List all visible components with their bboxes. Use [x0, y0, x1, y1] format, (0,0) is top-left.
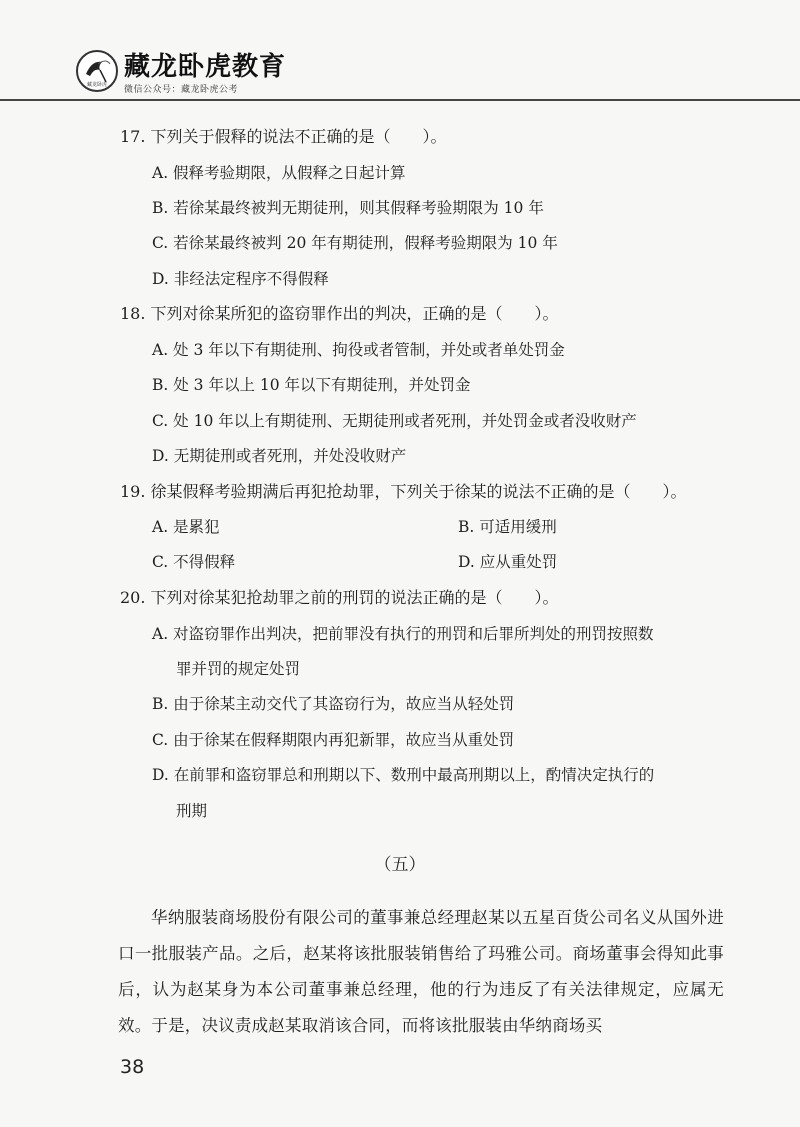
- question-20-stem: 20. 下列对徐某犯抢劫罪之前的刑罚的说法正确的是（ ）。: [120, 588, 559, 607]
- question-20-option-a: A. 对盗窃罪作出判决，把前罪没有执行的刑罚和后罪所判处的刑罚按照数: [152, 625, 654, 643]
- question-18-option-b: B. 处 3 年以上 10 年以下有期徒刑，并处罚金: [152, 376, 471, 394]
- brand-subtitle: 微信公众号：藏龙卧虎公考: [124, 85, 239, 95]
- question-17-option-c: C. 若徐某最终被判 20 年有期徒刑，假释考验期限为 10 年: [152, 234, 558, 252]
- page-header: [0, 0, 800, 100]
- question-19-option-d: D. 应从重处罚: [458, 553, 558, 571]
- question-19-option-b: B. 可适用缓刑: [458, 518, 557, 536]
- brand-title: 藏龙卧虎教育: [124, 52, 287, 82]
- question-18-option-c: C. 处 10 年以上有期徒刑、无期徒刑或者死刑，并处罚金或者没收财产: [152, 412, 637, 430]
- question-17-option-a: A. 假释考验期限，从假释之日起计算: [152, 164, 406, 182]
- question-17-option-d: D. 非经法定程序不得假释: [152, 270, 329, 288]
- header-divider: [0, 99, 800, 101]
- question-17-option-b: B. 若徐某最终被判无期徒刑，则其假释考验期限为 10 年: [152, 199, 544, 217]
- question-20-option-d: D. 在前罪和盗窃罪总和刑期以下、数刑中最高刑期以上，酌情决定执行的: [152, 766, 655, 784]
- question-19-stem: 19. 徐某假释考验期满后再犯抢劫罪，下列关于徐某的说法不正确的是（ ）。: [120, 482, 687, 501]
- question-19-option-c: C. 不得假释: [152, 553, 236, 571]
- section-title: （五）: [374, 855, 426, 875]
- case-paragraph: 华纳服装商场股份有限公司的董事兼总经理赵某以五星百货公司名义从国外进口一批服装产品。之后，赵某将该批服装销售给了玛雅公司。商场董事会得知此事后，认为赵某身为本公司董事兼总经理，他的行为违反了有关法律规定，应属无效。于是，决议责成赵某取消该合同，而将该批服装由华纳商场买: [118, 908, 724, 1035]
- question-19-option-a: A. 是累犯: [152, 518, 220, 536]
- logo-caption: 藏龙卧虎: [86, 82, 107, 88]
- question-18-stem: 18. 下列对徐某所犯的盗窃罪作出的判决，正确的是（ ）。: [120, 304, 559, 323]
- brand-logo: [76, 50, 118, 92]
- question-20-option-c: C. 由于徐某在假释期限内再犯新罪，故应当从重处罚: [152, 731, 515, 749]
- question-18-option-d: D. 无期徒刑或者死刑，并处没收财产: [152, 447, 407, 465]
- question-20-option-b: B. 由于徐某主动交代了其盗窃行为，故应当从轻处罚: [152, 695, 515, 713]
- question-20-option-d-cont: 刑期: [176, 802, 208, 820]
- question-18-option-a: A. 处 3 年以下有期徒刑、拘役或者管制，并处或者单处罚金: [152, 341, 565, 359]
- question-20-option-a-cont: 罪并罚的规定处罚: [176, 660, 301, 678]
- question-17-stem: 17. 下列关于假释的说法不正确的是（ ）。: [120, 127, 447, 146]
- page-number: 38: [120, 1056, 145, 1078]
